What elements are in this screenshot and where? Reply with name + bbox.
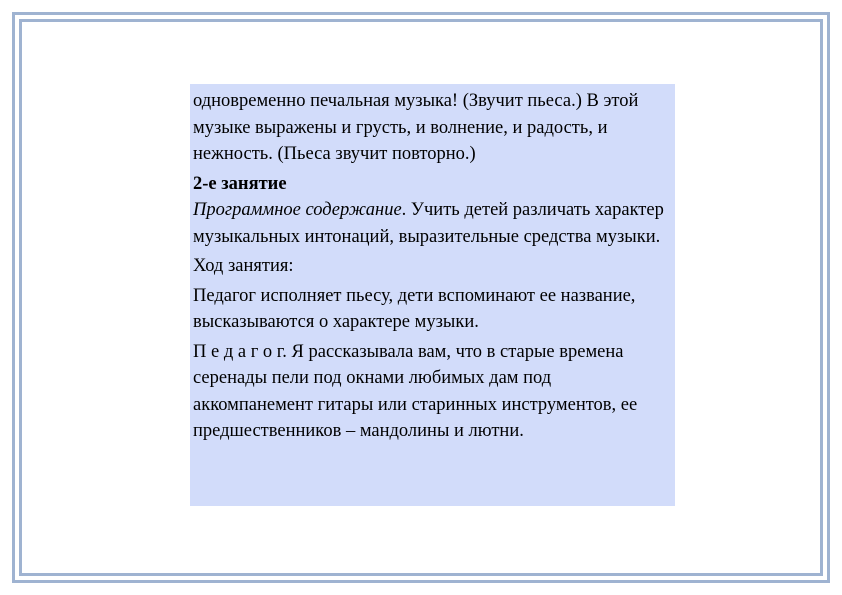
speaker-label: П е д а г о г (193, 341, 283, 362)
paragraph-music-description: одновременно печальная музыка! (Звучит пьеса.) В этой музыке выражены и грусть, и волнение, и радость, и нежность. (Пьеса звучит повторно.) (193, 91, 639, 164)
speech-text: . Я рассказывала вам, что в старые времена серенады пели под окнами любимых дам под аккомпанемент гитары или старинных инструментов, ее предшественников – мандолины и лютни. (193, 341, 638, 441)
paragraph-teacher-plays: Педагог исполняет пьесу, дети вспоминают ее название, высказываются о характере музыки. (193, 285, 636, 332)
paragraph-program-content (193, 197, 672, 250)
program-text: . Учить детей различать характер музыкальных интонаций, выразительные средства музыки. (193, 200, 664, 247)
text-block (190, 84, 675, 506)
program-label: Программное содержание (193, 200, 402, 220)
paragraph-lesson-progress: Ход занятия: (193, 256, 294, 276)
paragraph-teacher-speech (193, 339, 672, 445)
lesson-heading: 2-е занятие (193, 173, 287, 194)
